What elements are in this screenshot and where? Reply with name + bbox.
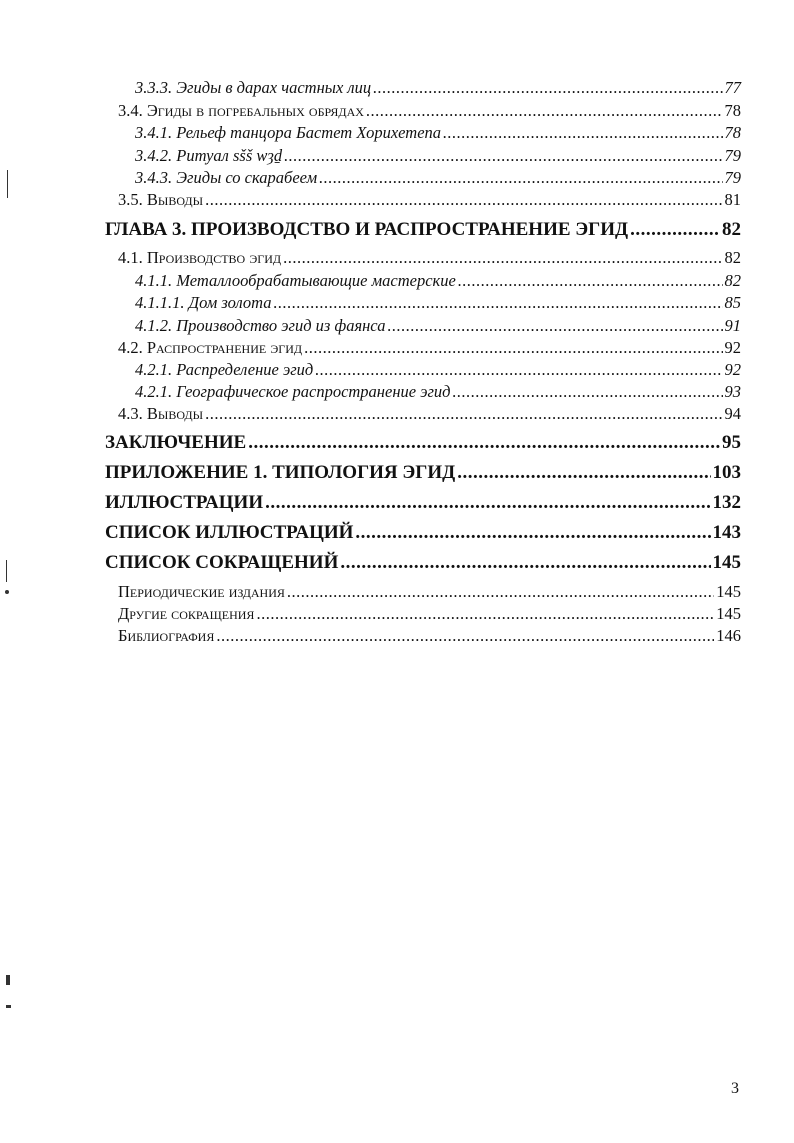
toc-leader-dots xyxy=(265,492,710,514)
toc-entry-title: 3.4.2. Ритуал sšš wȝḏ xyxy=(135,146,283,165)
toc-entry xyxy=(118,604,741,624)
toc-leader-dots xyxy=(205,404,722,424)
toc-entry-title: 3.5. Выводы xyxy=(118,190,204,209)
toc-leader-dots xyxy=(248,432,720,454)
toc-entry-page: 91 xyxy=(724,316,741,335)
toc-chapter-entry xyxy=(105,492,741,514)
toc-entry-page: 145 xyxy=(716,582,741,601)
toc-entry-page: 94 xyxy=(724,404,741,423)
toc-entry xyxy=(118,338,741,358)
toc-entry-page: 78 xyxy=(724,101,741,120)
toc-entry xyxy=(135,382,741,402)
toc-entry-page: 77 xyxy=(724,78,741,97)
toc-entry-page: 95 xyxy=(722,432,741,453)
toc-entry xyxy=(135,123,741,143)
toc-entry-page: 143 xyxy=(712,522,741,543)
toc-leader-dots xyxy=(340,552,710,574)
toc-entry-title: ПРИЛОЖЕНИЕ 1. ТИПОЛОГИЯ ЭГИД xyxy=(105,462,456,483)
toc-leader-dots xyxy=(366,101,723,121)
toc-entry-page: 103 xyxy=(712,462,741,483)
toc-entry-title: 4.1. Производство эгид xyxy=(118,248,282,267)
toc-entry xyxy=(135,78,741,98)
toc-entry-title: ЗАКЛЮЧЕНИЕ xyxy=(105,432,247,453)
scan-artifact xyxy=(5,590,9,594)
toc-leader-dots xyxy=(453,382,723,402)
scan-artifact xyxy=(6,1005,11,1008)
toc-leader-dots xyxy=(273,293,722,313)
toc-leader-dots xyxy=(387,316,722,336)
toc-entry xyxy=(118,626,741,646)
toc-leader-dots xyxy=(283,248,722,268)
toc-leader-dots xyxy=(315,360,722,380)
toc-entry-page: 82 xyxy=(724,271,741,290)
toc-entry xyxy=(135,316,741,336)
scan-artifact xyxy=(6,975,10,985)
toc-entry-title: 4.2. Распространение эгид xyxy=(118,338,303,357)
toc-entry-page: 85 xyxy=(724,293,741,312)
toc-entry-page: 82 xyxy=(724,248,741,267)
toc-entry-page: 145 xyxy=(712,552,741,573)
toc-entry-page: 132 xyxy=(712,492,741,513)
toc-leader-dots xyxy=(205,190,722,210)
toc-entry xyxy=(118,404,741,424)
toc-leader-dots xyxy=(319,168,722,188)
toc-entry xyxy=(135,293,741,313)
toc-entry-title: 3.4.3. Эгиды со скарабеем xyxy=(135,168,318,187)
toc-entry xyxy=(135,146,741,166)
toc-entry-title: ИЛЛЮСТРАЦИИ xyxy=(105,492,264,513)
toc-entry-page: 81 xyxy=(724,190,741,209)
toc-entry-page: 93 xyxy=(724,382,741,401)
toc-entry-title: 4.1.1. Металлообрабатывающие мастерские xyxy=(135,271,456,290)
toc-entry-title: Периодические издания xyxy=(118,582,285,601)
toc-leader-dots xyxy=(443,123,722,143)
toc-entry-page: 79 xyxy=(724,168,741,187)
toc-entry-title: СПИСОК СОКРАЩЕНИЙ xyxy=(105,552,339,573)
toc-entry xyxy=(118,101,741,121)
toc-leader-dots xyxy=(373,78,722,98)
toc-entry-title: 4.1.2. Производство эгид из фаянса xyxy=(135,316,386,335)
toc-entry xyxy=(118,248,741,268)
toc-chapter-entry xyxy=(105,462,741,484)
toc-leader-dots xyxy=(216,626,714,646)
toc-entry-page: 92 xyxy=(724,360,741,379)
toc-entry-page: 82 xyxy=(722,219,741,240)
toc-leader-dots xyxy=(287,582,714,602)
toc-entry xyxy=(135,360,741,380)
toc-entry-title: 3.3.3. Эгиды в дарах частных лиц xyxy=(135,78,372,97)
toc-entry-title: 3.4.1. Рельеф танцора Бастет Хорихетепа xyxy=(135,123,442,142)
toc-entry-title: 4.2.1. Распределение эгид xyxy=(135,360,314,379)
toc-entry-title: Другие сокращения xyxy=(118,604,255,623)
scan-artifact xyxy=(7,170,8,198)
toc-entry-page: 145 xyxy=(716,604,741,623)
toc-entry xyxy=(118,190,741,210)
page-number: 3 xyxy=(731,1080,739,1097)
toc-leader-dots xyxy=(256,604,714,624)
toc-leader-dots xyxy=(458,271,723,291)
toc-entry-title: ГЛАВА 3. ПРОИЗВОДСТВО И РАСПРОСТРАНЕНИЕ ЭГИД xyxy=(105,219,629,240)
toc-leader-dots xyxy=(284,146,722,166)
toc-leader-dots xyxy=(355,522,710,544)
toc-entry-title: 4.1.1.1. Дом золота xyxy=(135,293,272,312)
toc-leader-dots xyxy=(630,219,720,241)
toc-entry-page: 79 xyxy=(724,146,741,165)
toc-entry-title: СПИСОК ИЛЛЮСТРАЦИЙ xyxy=(105,522,354,543)
toc-entry xyxy=(135,271,741,291)
toc-entry-title: 4.3. Выводы xyxy=(118,404,204,423)
toc-leader-dots xyxy=(304,338,722,358)
scan-artifact xyxy=(6,560,7,582)
toc-entry-page: 146 xyxy=(716,626,741,645)
toc-entry-page: 78 xyxy=(724,123,741,142)
toc-entry-title: 4.2.1. Географическое распространение эгид xyxy=(135,382,451,401)
toc-entry-title: Библиография xyxy=(118,626,215,645)
toc-chapter-entry xyxy=(105,522,741,544)
toc-chapter-entry xyxy=(105,552,741,574)
toc-chapter-entry xyxy=(105,432,741,454)
toc-leader-dots xyxy=(457,462,710,484)
toc-entry xyxy=(135,168,741,188)
toc-chapter-entry xyxy=(105,219,741,241)
toc-entry xyxy=(118,582,741,602)
toc-entry-title: 3.4. Эгиды в погребальных обрядах xyxy=(118,101,364,120)
toc-entry-page: 92 xyxy=(724,338,741,357)
